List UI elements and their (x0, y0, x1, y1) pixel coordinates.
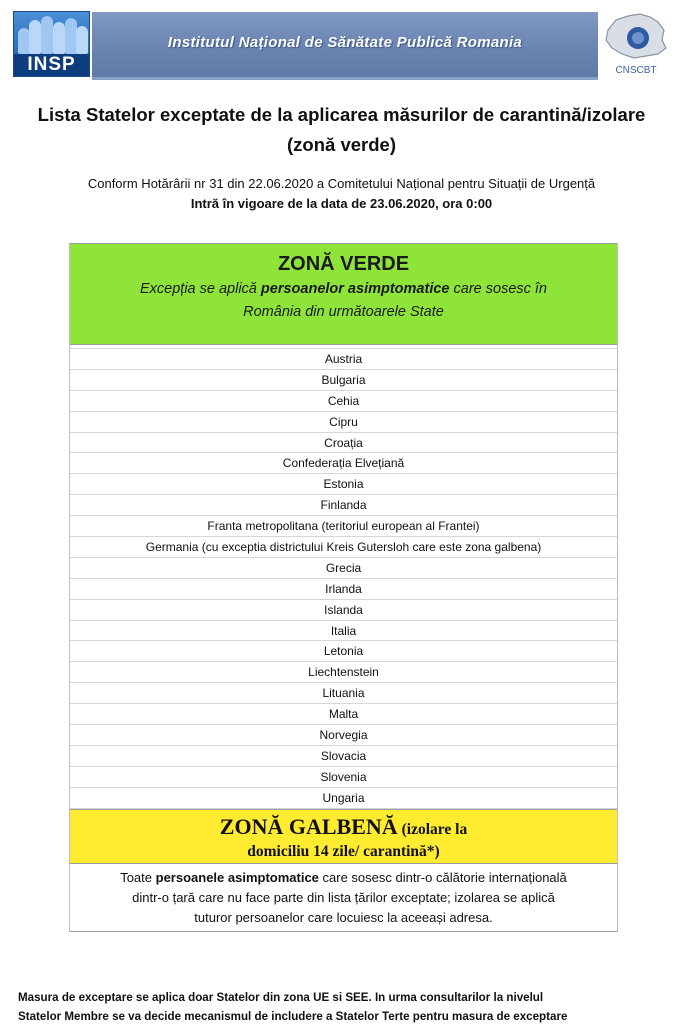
insp-logo (13, 11, 90, 77)
country-row: Cehia (70, 391, 617, 412)
green-desc-line-2: România din următoarele State (243, 304, 444, 320)
country-row: Malta (70, 704, 617, 725)
insp-logo-text: INSP (14, 54, 89, 76)
green-desc-text-2: care sosesc în (449, 281, 547, 297)
title-line-1: Lista Statelor exceptate de la aplicarea măsurilor de carantină/izolare (37, 104, 646, 125)
country-row: Confederația Elvețiană (70, 453, 617, 474)
footer-line-1: Masura de exceptare se aplica doar Statelor din zona UE si SEE. In urma consultarilor la nivelul (18, 991, 544, 1004)
country-row: Grecia (70, 558, 617, 579)
country-row: Irlanda (70, 579, 617, 600)
country-row: Slovenia (70, 767, 617, 788)
country-row: Lituania (70, 683, 617, 704)
yellow-zone-description (70, 864, 617, 932)
decision-reference: Conform Hotărârii nr 31 din 22.06.2020 a Comitetului Național pentru Situații de Urgență (87, 176, 596, 191)
green-zone-title: ZONĂ VERDE (277, 253, 410, 275)
zones-table (69, 243, 618, 932)
page-title (0, 100, 683, 160)
country-row: Letonia (70, 641, 617, 662)
romania-map-icon (600, 8, 672, 66)
banner-title: Institutul Național de Sănătate Publică Romania (167, 34, 523, 51)
country-row: Islanda (70, 600, 617, 621)
institute-banner (92, 12, 598, 80)
green-desc-bold: persoanelor asimptomatice (260, 281, 450, 297)
country-row: Norvegia (70, 725, 617, 746)
yellow-zone-title-line-2: domiciliu 14 zile/ carantină*) (247, 842, 440, 860)
country-row: Liechtenstein (70, 662, 617, 683)
yellow-body-line-3: tuturor persoanelor care locuiesc la aceeași adresa. (194, 909, 493, 925)
country-row: Ungaria (70, 788, 617, 809)
country-row: Estonia (70, 474, 617, 495)
country-row: Croația (70, 433, 617, 454)
people-icon (16, 14, 87, 54)
effective-date: Intră în vigoare de la data de 23.06.2020, ora 0:00 (190, 196, 493, 211)
yellow-zone-header (70, 809, 617, 864)
footer-note (18, 988, 670, 1026)
yellow-zone-title: ZONĂ GALBENĂ (219, 813, 398, 839)
yellow-body-text-2: care sosesc dintr-o călătorie internațională (318, 869, 567, 885)
country-row: Cipru (70, 412, 617, 433)
country-row: Bulgaria (70, 370, 617, 391)
header (0, 0, 683, 84)
cnscbt-logo (600, 8, 672, 80)
yellow-body-line-2: dintr-o țară care nu face parte din lista țărilor exceptate; izolarea se aplică (132, 889, 555, 905)
green-zone-header (70, 243, 617, 345)
yellow-body-bold: persoanele asimptomatice (155, 869, 319, 885)
title-line-2: (zonă verde) (287, 134, 396, 155)
country-row: Germania (cu exceptia districtului Kreis Gutersloh care este zona galbena) (70, 537, 617, 558)
country-row: Austria (70, 349, 617, 370)
country-row: Franta metropolitana (teritoriul european al Frantei) (70, 516, 617, 537)
country-row: Finlanda (70, 495, 617, 516)
green-desc-text: Excepția se aplică (140, 281, 261, 297)
yellow-body-text: Toate (120, 869, 156, 885)
country-list (70, 349, 617, 809)
yellow-zone-title-note: (izolare la (401, 820, 468, 838)
footer-line-2: Statelor Membre se va decide mecanismul de includere a Statelor Terte pentru masura de exceptare (18, 1010, 568, 1023)
green-zone-description (70, 278, 617, 324)
country-row: Slovacia (70, 746, 617, 767)
country-row: Italia (70, 621, 617, 642)
cnscbt-logo-text: CNSCBT (615, 65, 657, 76)
